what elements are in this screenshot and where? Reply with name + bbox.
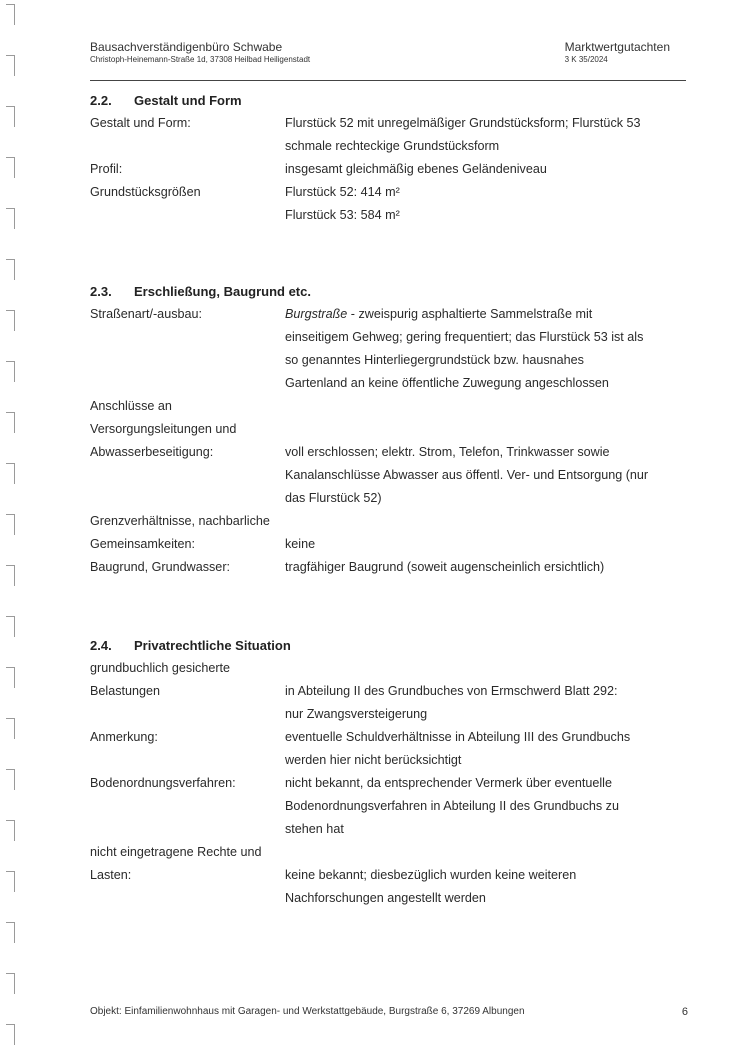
row-value: nur Zwangsversteigerung xyxy=(285,707,428,721)
table-row xyxy=(90,441,690,464)
row-label: grundbuchlich gesicherte xyxy=(90,661,231,675)
binder-mark xyxy=(6,106,15,127)
table-row xyxy=(90,326,690,349)
row-value: schmale rechteckige Grundstücksform xyxy=(285,139,500,153)
row-label: Grundstücksgrößen xyxy=(90,185,201,199)
row-label: nicht eingetragene Rechte und xyxy=(90,845,262,859)
binder-margin-marks xyxy=(6,0,20,1052)
section-gestalt-und-form xyxy=(90,90,690,227)
row-value: tragfähiger Baugrund (soweit augenscheinlich ersichtlich) xyxy=(285,560,605,574)
row-value: Kanalanschlüsse Abwasser aus öffentl. Ver- und Entsorgung (nur xyxy=(285,468,649,482)
row-label: Baugrund, Grundwasser: xyxy=(90,560,231,574)
row-value: keine bekannt; diesbezüglich wurden keine weiteren xyxy=(285,868,577,882)
table-row xyxy=(90,510,690,533)
table-row xyxy=(90,158,690,181)
row-value: in Abteilung II des Grundbuches von Ermschwerd Blatt 292: xyxy=(285,684,618,698)
office-address: Christoph-Heinemann-Straße 1d, 37308 Heilbad Heiligenstadt xyxy=(90,55,311,64)
table-row xyxy=(90,680,690,703)
row-label: Abwasserbeseitigung: xyxy=(90,445,214,459)
table-row xyxy=(90,418,690,441)
table-row xyxy=(90,303,690,326)
row-value: das Flurstück 52) xyxy=(285,491,382,505)
section-heading: Privatrechtliche Situation xyxy=(134,638,291,653)
row-label: Versorgungsleitungen und xyxy=(90,422,237,436)
binder-mark xyxy=(6,259,15,280)
row-label: Lasten: xyxy=(90,868,132,882)
section-rows xyxy=(90,657,690,910)
row-value: so genanntes Hinterliegergrundstück bzw. hausnahes xyxy=(285,353,584,367)
row-value: einseitigem Gehweg; gering frequentiert; das Flurstück 53 ist als xyxy=(285,330,644,344)
row-label: Grenzverhältnisse, nachbarliche xyxy=(90,514,270,528)
binder-mark xyxy=(6,310,15,331)
street-description: - zweispurig asphaltierte Sammelstraße mit xyxy=(347,307,593,321)
row-label: Anmerkung: xyxy=(90,730,158,744)
table-row xyxy=(90,204,690,227)
section-rows xyxy=(90,326,690,579)
table-row xyxy=(90,726,690,749)
row-label: Anschlüsse an xyxy=(90,399,172,413)
row-value: Flurstück 53: 584 m² xyxy=(285,208,400,222)
binder-mark xyxy=(6,973,15,994)
page-footer xyxy=(90,1005,690,1019)
row-value xyxy=(285,303,592,326)
binder-mark xyxy=(6,514,15,535)
binder-mark xyxy=(6,412,15,433)
office-name: Bausachverständigenbüro Schwabe xyxy=(90,40,283,54)
table-row xyxy=(90,135,690,158)
row-value: insgesamt gleichmäßig ebenes Geländeniveau xyxy=(285,162,547,176)
document-type: Marktwertgutachten xyxy=(564,40,670,54)
section-number: 2.4. xyxy=(90,638,112,653)
case-number: 3 K 35/2024 xyxy=(564,55,608,64)
binder-mark xyxy=(6,55,15,76)
row-value: stehen hat xyxy=(285,822,344,836)
table-row xyxy=(90,749,690,772)
binder-mark xyxy=(6,667,15,688)
binder-mark xyxy=(6,922,15,943)
binder-mark xyxy=(6,361,15,382)
table-row xyxy=(90,372,690,395)
street-name: Burgstraße xyxy=(285,307,348,321)
row-value: nicht bekannt, da entsprechender Vermerk über eventuelle xyxy=(285,776,612,790)
table-row xyxy=(90,395,690,418)
table-row xyxy=(90,841,690,864)
binder-mark xyxy=(6,4,15,25)
row-label: Gemeinsamkeiten: xyxy=(90,537,195,551)
section-erschliessung xyxy=(90,281,690,579)
section-rows xyxy=(90,112,690,227)
row-label: Profil: xyxy=(90,162,123,176)
table-row xyxy=(90,533,690,556)
row-value: Nachforschungen angestellt werden xyxy=(285,891,486,905)
section-number: 2.2. xyxy=(90,93,112,108)
table-row xyxy=(90,772,690,795)
row-value: eventuelle Schuldverhältnisse in Abteilung III des Grundbuchs xyxy=(285,730,631,744)
binder-mark xyxy=(6,871,15,892)
page-number: 6 xyxy=(681,1006,688,1018)
binder-mark xyxy=(6,208,15,229)
row-label: Bodenordnungsverfahren: xyxy=(90,776,236,790)
table-row xyxy=(90,795,690,818)
section-number: 2.3. xyxy=(90,284,112,299)
section-privatrechtliche-situation xyxy=(90,635,690,910)
section-title xyxy=(90,90,690,112)
section-title xyxy=(90,281,690,303)
footer-object: Objekt: Einfamilienwohnhaus mit Garagen- und Werkstattgebäude, Burgstraße 6, 37269 Albungen xyxy=(90,1006,525,1017)
binder-mark xyxy=(6,820,15,841)
table-row xyxy=(90,181,690,204)
table-row xyxy=(90,864,690,887)
page-header xyxy=(90,40,686,81)
binder-mark xyxy=(6,718,15,739)
row-label: Belastungen xyxy=(90,684,161,698)
binder-mark xyxy=(6,157,15,178)
row-value: Flurstück 52 mit unregelmäßiger Grundstücksform; Flurstück 53 xyxy=(285,116,641,130)
table-row xyxy=(90,349,690,372)
header-right xyxy=(565,40,670,66)
table-row xyxy=(90,703,690,726)
table-row xyxy=(90,887,690,910)
row-value: keine xyxy=(285,537,316,551)
binder-mark xyxy=(6,565,15,586)
binder-mark xyxy=(6,1024,15,1045)
binder-mark xyxy=(6,769,15,790)
row-value: werden hier nicht berücksichtigt xyxy=(285,753,462,767)
section-title xyxy=(90,635,690,657)
row-value: Flurstück 52: 414 m² xyxy=(285,185,400,199)
row-label: Gestalt und Form: xyxy=(90,116,191,130)
table-row xyxy=(90,112,690,135)
binder-mark xyxy=(6,463,15,484)
row-value: voll erschlossen; elektr. Strom, Telefon, Trinkwasser sowie xyxy=(285,445,610,459)
section-heading: Erschließung, Baugrund etc. xyxy=(134,284,311,299)
row-value: Bodenordnungsverfahren in Abteilung II des Grundbuchs zu xyxy=(285,799,619,813)
row-value: Gartenland an keine öffentliche Zuwegung angeschlossen xyxy=(285,376,609,390)
table-row xyxy=(90,556,690,579)
section-heading: Gestalt und Form xyxy=(134,93,242,108)
header-left xyxy=(90,40,310,66)
table-row xyxy=(90,818,690,841)
table-row xyxy=(90,487,690,510)
row-label: Straßenart/-ausbau: xyxy=(90,307,203,321)
table-row xyxy=(90,464,690,487)
binder-mark xyxy=(6,616,15,637)
table-row xyxy=(90,657,690,680)
